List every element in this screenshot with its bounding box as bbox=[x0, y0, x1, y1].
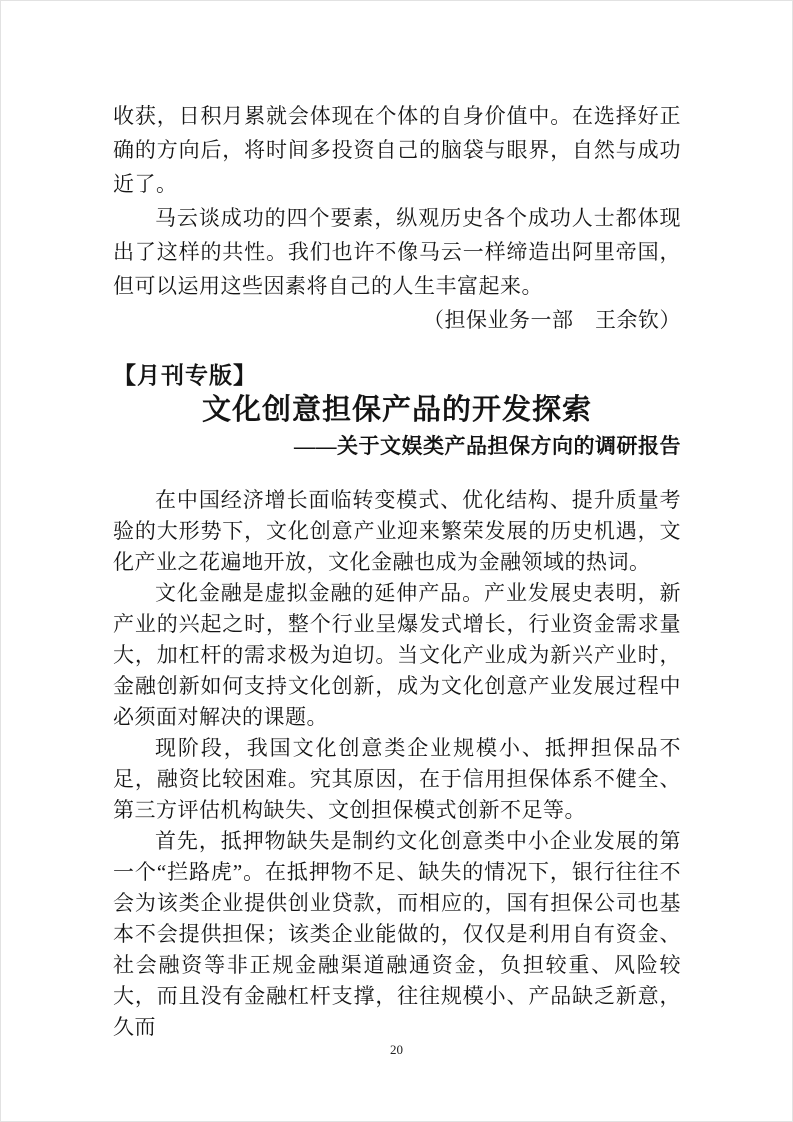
article-title: 文化创意担保产品的开发探索 bbox=[201, 394, 592, 426]
text-block bbox=[113, 99, 681, 1043]
article-paragraph: 首先，抵押物缺失是制约文化创意类中小企业发展的第一个“拦路虎”。在抵押物不足、缺失的情况下，银行往往不会为该类企业提供创业贷款，而相应的，国有担保公司也基本不会提供担保；该类企业能做的，仅仅是利用自有资金、社会融资等非正规金融渠道融通资金，负担较重、风险较大，而且没有金融杠杆支撑，往往规模小、产品缺乏新意，久而 bbox=[113, 829, 681, 1039]
intro-paragraph: 收获，日积月累就会体现在个体的自身价值中。在选择好正确的方向后，将时间多投资自己的脑袋与眼界，自然与成功近了。 bbox=[113, 104, 681, 196]
article-body bbox=[113, 485, 681, 1043]
byline: （担保业务一部 王余钦） bbox=[423, 308, 681, 332]
article-paragraph: 文化金融是虚拟金融的延伸产品。产业发展史表明，新产业的兴起之时，整个行业呈爆发式增长，行业资金需求量大，加杠杆的需求极为迫切。当文化产业成为新兴产业时，金融创新如何支持文化创新，成为文化创意产业发展过程中必须面对解决的课题。 bbox=[113, 581, 681, 729]
article-subtitle: ——关于文娱类产品担保方向的调研报告 bbox=[294, 434, 681, 458]
intro-paragraph: 马云谈成功的四个要素，纵观历史各个成功人士都体现出了这样的共性。我们也许不像马云一样缔造出阿里帝国，但可以运用这些因素将自己的人生丰富起来。 bbox=[113, 206, 681, 298]
section-tag: 【月刊专版】 bbox=[113, 363, 257, 388]
article-paragraph: 现阶段，我国文化创意类企业规模小、抵押担保品不足，融资比较困难。究其原因，在于信用担保体系不健全、第三方评估机构缺失、文创担保模式创新不足等。 bbox=[113, 736, 681, 822]
article-paragraph: 在中国经济增长面临转变模式、优化结构、提升质量考验的大形势下，文化创意产业迎来繁荣发展的历史机遇，文化产业之花遍地开放，文化金融也成为金融领域的热词。 bbox=[113, 488, 681, 574]
page-number: 20 bbox=[390, 1042, 403, 1057]
